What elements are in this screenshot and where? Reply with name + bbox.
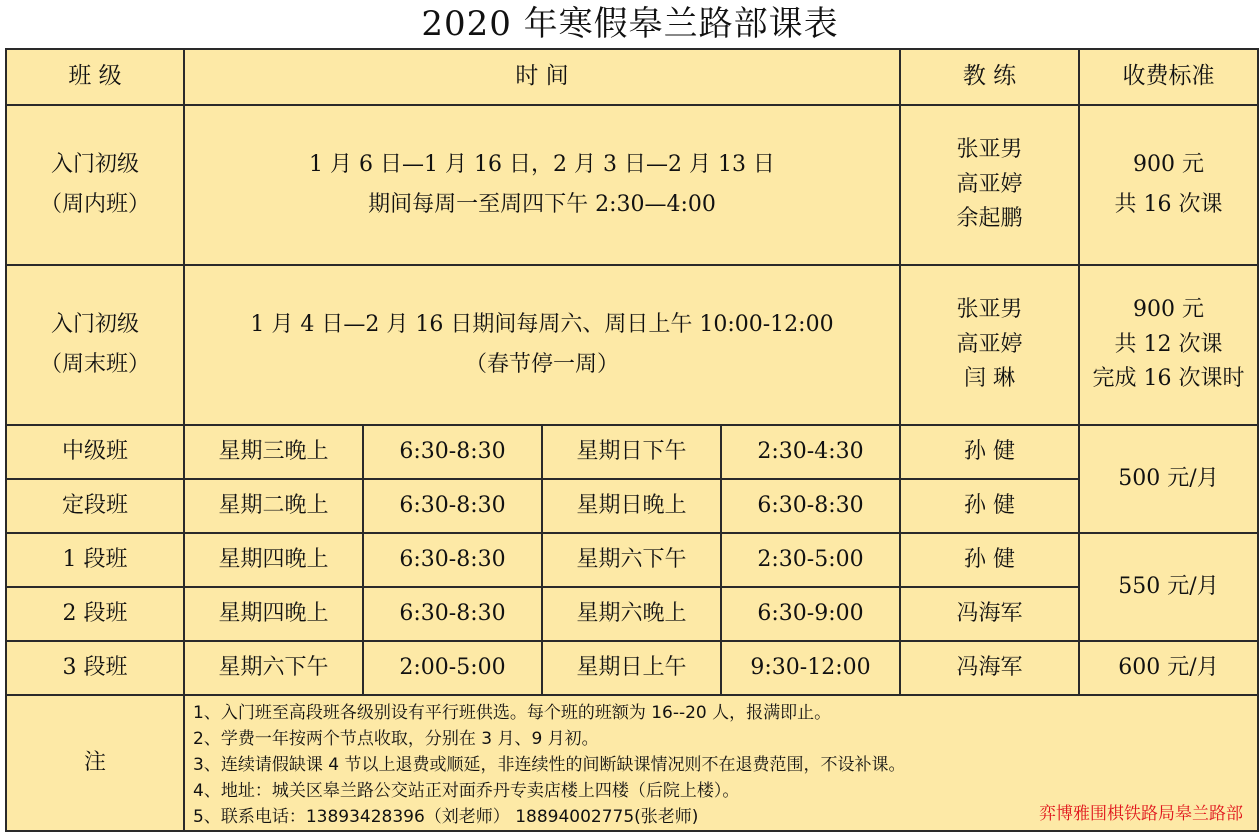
header-coach: 教 练 bbox=[900, 49, 1079, 105]
day-cell: 星期六下午 bbox=[542, 533, 721, 587]
time-cell: 2:00-5:00 bbox=[363, 641, 542, 695]
header-time: 时 间 bbox=[184, 49, 900, 105]
note-line: 2、学费一年按两个节点收取，分别在 3 月、9 月初。 bbox=[193, 729, 599, 749]
notes-label: 注 bbox=[6, 695, 184, 831]
fee-amount: 900 元 bbox=[1133, 297, 1204, 323]
table-row bbox=[6, 641, 1258, 695]
time-cell: 6:30-8:30 bbox=[363, 425, 542, 479]
fee-cell bbox=[1079, 265, 1258, 425]
class-cell bbox=[6, 105, 184, 265]
class-type: （周内班） bbox=[39, 192, 150, 217]
coach-cell: 冯海军 bbox=[900, 641, 1079, 695]
coach-name: 张亚男 bbox=[956, 137, 1023, 163]
coach-name: 闫 琳 bbox=[964, 366, 1015, 392]
day-cell: 星期三晚上 bbox=[184, 425, 363, 479]
day-cell: 星期六下午 bbox=[184, 641, 363, 695]
coach-cell: 孙 健 bbox=[900, 425, 1079, 479]
class-cell: 定段班 bbox=[6, 479, 184, 533]
time-cell bbox=[184, 105, 900, 265]
table-row bbox=[6, 105, 1258, 265]
header-class: 班 级 bbox=[6, 49, 184, 105]
fee-amount: 900 元 bbox=[1133, 151, 1204, 177]
page-title: 2020 年寒假皋兰路部课表 bbox=[421, 4, 839, 44]
fee-count: 共 16 次课 bbox=[1114, 192, 1223, 217]
notes-row bbox=[6, 695, 1258, 831]
coach-cell: 冯海军 bbox=[900, 587, 1079, 641]
note-line: 3、连续请假缺课 4 节以上退费或顺延，非连续性的间断缺课情况则不在退费范围，不设补课。 bbox=[193, 755, 906, 775]
table-row bbox=[6, 587, 1258, 641]
coach-name: 高亚婷 bbox=[956, 331, 1023, 357]
coach-cell bbox=[900, 105, 1079, 265]
day-cell: 星期四晚上 bbox=[184, 533, 363, 587]
time-cell: 2:30-5:00 bbox=[721, 533, 900, 587]
fee-cell: 600 元/月 bbox=[1079, 641, 1258, 695]
fee-cell bbox=[1079, 105, 1258, 265]
time-line: 1 月 4 日—2 月 16 日期间每周六、周日上午 10:00-12:00 bbox=[250, 311, 834, 337]
day-cell: 星期日下午 bbox=[542, 425, 721, 479]
time-line: （春节停一周） bbox=[464, 352, 619, 377]
class-name: 入门初级 bbox=[50, 311, 139, 337]
coach-cell: 孙 健 bbox=[900, 533, 1079, 587]
day-cell: 星期二晚上 bbox=[184, 479, 363, 533]
fee-cell: 550 元/月 bbox=[1079, 533, 1258, 641]
note-line: 1、入门班至高段班各级别设有平行班供选。每个班的班额为 16--20 人，报满即止。 bbox=[193, 703, 832, 723]
schedule-table bbox=[5, 48, 1259, 832]
day-cell: 星期日晚上 bbox=[542, 479, 721, 533]
class-cell: 中级班 bbox=[6, 425, 184, 479]
time-cell: 6:30-8:30 bbox=[721, 479, 900, 533]
time-cell: 9:30-12:00 bbox=[721, 641, 900, 695]
time-cell bbox=[184, 265, 900, 425]
time-cell: 6:30-8:30 bbox=[363, 479, 542, 533]
time-cell: 2:30-4:30 bbox=[721, 425, 900, 479]
day-cell: 星期六晚上 bbox=[542, 587, 721, 641]
fee-count: 共 12 次课 bbox=[1114, 331, 1223, 357]
time-line: 1 月 6 日—1 月 16 日，2 月 3 日—2 月 13 日 bbox=[309, 151, 775, 177]
table-row bbox=[6, 425, 1258, 479]
notes-cell bbox=[184, 695, 1258, 831]
coach-name: 余起鹏 bbox=[956, 206, 1023, 232]
coach-name: 高亚婷 bbox=[956, 171, 1023, 197]
header-fee: 收费标准 bbox=[1079, 49, 1258, 105]
class-cell bbox=[6, 265, 184, 425]
day-cell: 星期四晚上 bbox=[184, 587, 363, 641]
table-row bbox=[6, 479, 1258, 533]
time-cell: 6:30-8:30 bbox=[363, 587, 542, 641]
organization-name: 弈博雅围棋铁路局皋兰路部 bbox=[1039, 803, 1243, 824]
coach-cell bbox=[900, 265, 1079, 425]
note-line: 5、联系电话：13893428396（刘老师） 18894002775(张老师) bbox=[193, 807, 699, 827]
time-cell: 6:30-9:00 bbox=[721, 587, 900, 641]
note-line: 4、地址：城关区皋兰路公交站正对面乔丹专卖店楼上四楼（后院上楼）。 bbox=[193, 781, 740, 801]
coach-cell: 孙 健 bbox=[900, 479, 1079, 533]
time-cell: 6:30-8:30 bbox=[363, 533, 542, 587]
coach-name: 张亚男 bbox=[956, 297, 1023, 323]
table-row bbox=[6, 265, 1258, 425]
class-name: 入门初级 bbox=[50, 151, 139, 177]
table-row bbox=[6, 533, 1258, 587]
class-type: （周末班） bbox=[39, 352, 150, 377]
fee-cell: 500 元/月 bbox=[1079, 425, 1258, 533]
fee-note: 完成 16 次课时 bbox=[1092, 366, 1245, 392]
day-cell: 星期日上午 bbox=[542, 641, 721, 695]
class-cell: 3 段班 bbox=[6, 641, 184, 695]
time-line: 期间每周一至周四下午 2:30—4:00 bbox=[368, 192, 716, 217]
header-row bbox=[6, 49, 1258, 105]
class-cell: 2 段班 bbox=[6, 587, 184, 641]
class-cell: 1 段班 bbox=[6, 533, 184, 587]
